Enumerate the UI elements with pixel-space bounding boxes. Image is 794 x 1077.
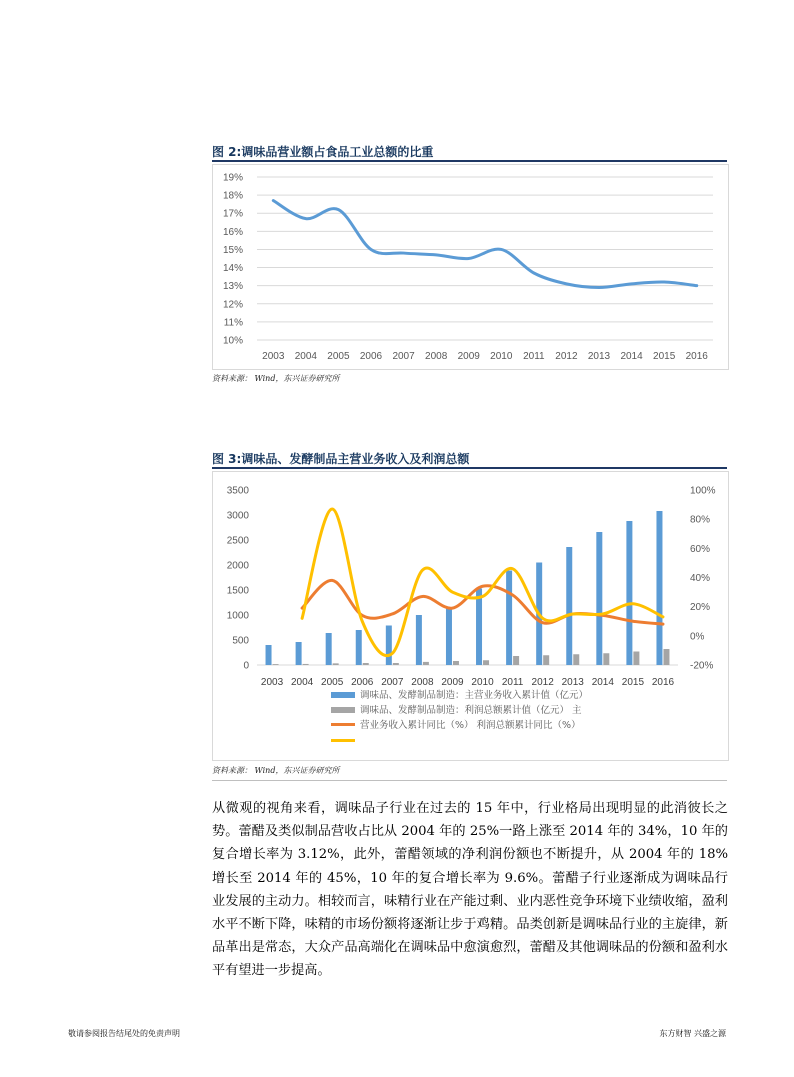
y-tick-label: 16%: [222, 226, 243, 238]
x-tick-label: 2015: [653, 351, 676, 362]
profit-bar: [573, 654, 579, 665]
legend-label-line-3: 营业务收入累计同比（%） 利润总额累计同比（%）: [360, 720, 581, 731]
figure-3-title: 图 3:调味品、发酵制品主营业务收入及利润总额: [212, 452, 470, 466]
left-y-tick-label: 3500: [226, 485, 249, 497]
y-tick-label: 19%: [222, 172, 243, 184]
x-tick-label: 2004: [294, 351, 317, 362]
x-tick-label: 2014: [591, 677, 614, 688]
left-y-tick-label: 2500: [226, 535, 249, 547]
y-tick-label: 11%: [223, 317, 243, 329]
profit-bar: [273, 664, 279, 665]
left-y-tick-label: 1500: [226, 585, 249, 597]
profit-bar: [513, 656, 519, 665]
x-tick-label: 2003: [260, 677, 284, 688]
x-tick-label: 2013: [587, 351, 611, 362]
x-tick-label: 2007: [392, 351, 415, 362]
revenue-bar: [626, 521, 632, 665]
profit-bar: [603, 653, 609, 665]
legend-swatch-profit-growth: [331, 739, 355, 742]
x-tick-label: 2011: [501, 677, 524, 688]
right-y-tick-label: -20%: [690, 660, 714, 672]
right-y-tick-label: 60%: [690, 543, 711, 555]
revenue-bar: [596, 532, 602, 665]
right-y-tick-label: 100%: [690, 485, 716, 497]
profit-bar: [303, 664, 309, 665]
revenue-bar: [326, 633, 332, 665]
body-paragraph: 从微观的视角来看，调味品子行业在过去的 15 年中，行业格局出现明显的此消彼长之势。蕾醋及类似制品营收占比从 2004 年的 25%一路上涨至 2014 年的 34%，10 年的复合增长率为 3.12%，此外，蕾醋领域的净利润份额也不断提升，从 2004 年的 18%增长至 2014 年的 45%，10 年的复合增长率为 9.6%。蕾醋子行业逐渐成为调味品行业发展的主动力。相较而言，味精行业在产能过剩、业内恶性竞争环境下业绩收缩，盈利水平不断下降，味精的市场份额将逐渐让步于鸡精。品类创新是调味品行业的主旋律，新品革出是常态，大众产品高端化在调味品中愈演愈烈，蕾醋及其他调味品的份额和盈利水平有望进一步提高。: [212, 801, 728, 979]
right-y-tick-label: 80%: [690, 514, 711, 526]
figure-3-title-rule: [212, 467, 727, 469]
x-tick-label: 2013: [561, 677, 584, 688]
legend-label-line-1: 调味品、发酵制品制造：主营业务收入累计值（亿元）: [360, 690, 589, 701]
right-y-tick-label: 20%: [690, 602, 711, 614]
x-tick-label: 2010: [471, 677, 494, 688]
figure-2-source: 资料来源： Wind，东兴证券研究所: [212, 374, 340, 383]
y-tick-label: 18%: [222, 190, 243, 202]
left-y-tick-label: 0: [243, 660, 249, 672]
right-y-tick-label: 40%: [690, 573, 711, 584]
figure-3-combo-chart: [213, 472, 728, 760]
x-tick-label: 2009: [457, 351, 480, 362]
profit-bar: [363, 663, 369, 665]
revenue-bar: [296, 642, 302, 665]
left-y-tick-label: 3000: [226, 510, 249, 522]
y-tick-label: 12%: [222, 299, 243, 311]
revenue-bar: [476, 589, 482, 666]
x-tick-label: 2012: [555, 351, 578, 362]
footer-disclaimer: 敬请参阅报告结尾处的免责声明: [68, 1029, 180, 1038]
left-y-tick-label: 2000: [226, 560, 249, 572]
legend-label-line-2: 调味品、发酵制品制造：利润总额累计值（亿元） 主: [360, 705, 582, 716]
y-tick-label: 10%: [222, 335, 243, 347]
profit-bar: [453, 661, 459, 665]
revenue-bar: [416, 615, 422, 665]
revenue-bar: [506, 571, 512, 666]
profit-bar: [543, 655, 549, 665]
left-y-tick-label: 500: [232, 635, 249, 647]
x-tick-label: 2012: [531, 677, 554, 688]
revenue-bar: [566, 547, 572, 665]
revenue-bar: [356, 630, 362, 665]
figure-3-source-rule: [212, 780, 727, 781]
revenue-bar: [446, 609, 452, 666]
revenue-bar: [656, 511, 662, 665]
x-tick-label: 2016: [685, 351, 708, 362]
x-tick-label: 2006: [359, 351, 383, 362]
y-tick-label: 15%: [222, 244, 243, 256]
x-tick-label: 2011: [523, 351, 545, 362]
profit-bar: [333, 663, 339, 665]
figure-3-source: 资料来源： Wind，东兴证券研究所: [212, 766, 340, 775]
profit-bar: [663, 649, 669, 665]
profit-bar: [423, 662, 429, 665]
figure-3-chart: [212, 471, 729, 761]
figure-2-title: 图 2:调味品营业额占食品工业总额的比重: [212, 145, 434, 159]
figure-2-chart: [212, 164, 729, 370]
x-tick-label: 2010: [490, 351, 513, 362]
x-tick-label: 2009: [441, 677, 464, 688]
x-tick-label: 2008: [425, 351, 448, 362]
x-tick-label: 2005: [321, 677, 344, 688]
y-tick-label: 14%: [222, 263, 243, 275]
profit-bar: [393, 663, 399, 665]
x-tick-label: 2003: [262, 351, 285, 362]
revenue-bar: [266, 645, 272, 665]
left-y-tick-label: 1000: [226, 610, 249, 622]
revenue-bar: [386, 626, 392, 666]
legend-swatch-profit: [331, 707, 355, 713]
x-tick-label: 2006: [351, 677, 374, 688]
figure-2-title-rule: [212, 160, 727, 162]
x-tick-label: 2015: [621, 677, 645, 688]
x-tick-label: 2004: [290, 677, 314, 688]
figure-2-line-chart: [213, 165, 728, 369]
x-tick-label: 2014: [620, 351, 643, 362]
x-tick-label: 2016: [651, 677, 675, 688]
x-tick-label: 2008: [411, 677, 434, 688]
x-tick-label: 2005: [327, 351, 350, 362]
right-y-tick-label: 0%: [690, 631, 705, 643]
profit-bar: [483, 660, 489, 665]
x-tick-label: 2007: [381, 677, 404, 688]
footer-slogan: 东方财智 兴盛之源: [659, 1029, 726, 1038]
y-tick-label: 17%: [222, 208, 243, 220]
profit-bar: [633, 652, 639, 666]
legend-swatch-revenue: [331, 692, 355, 698]
y-tick-label: 13%: [222, 281, 243, 293]
legend-swatch-revenue-growth: [331, 723, 355, 726]
